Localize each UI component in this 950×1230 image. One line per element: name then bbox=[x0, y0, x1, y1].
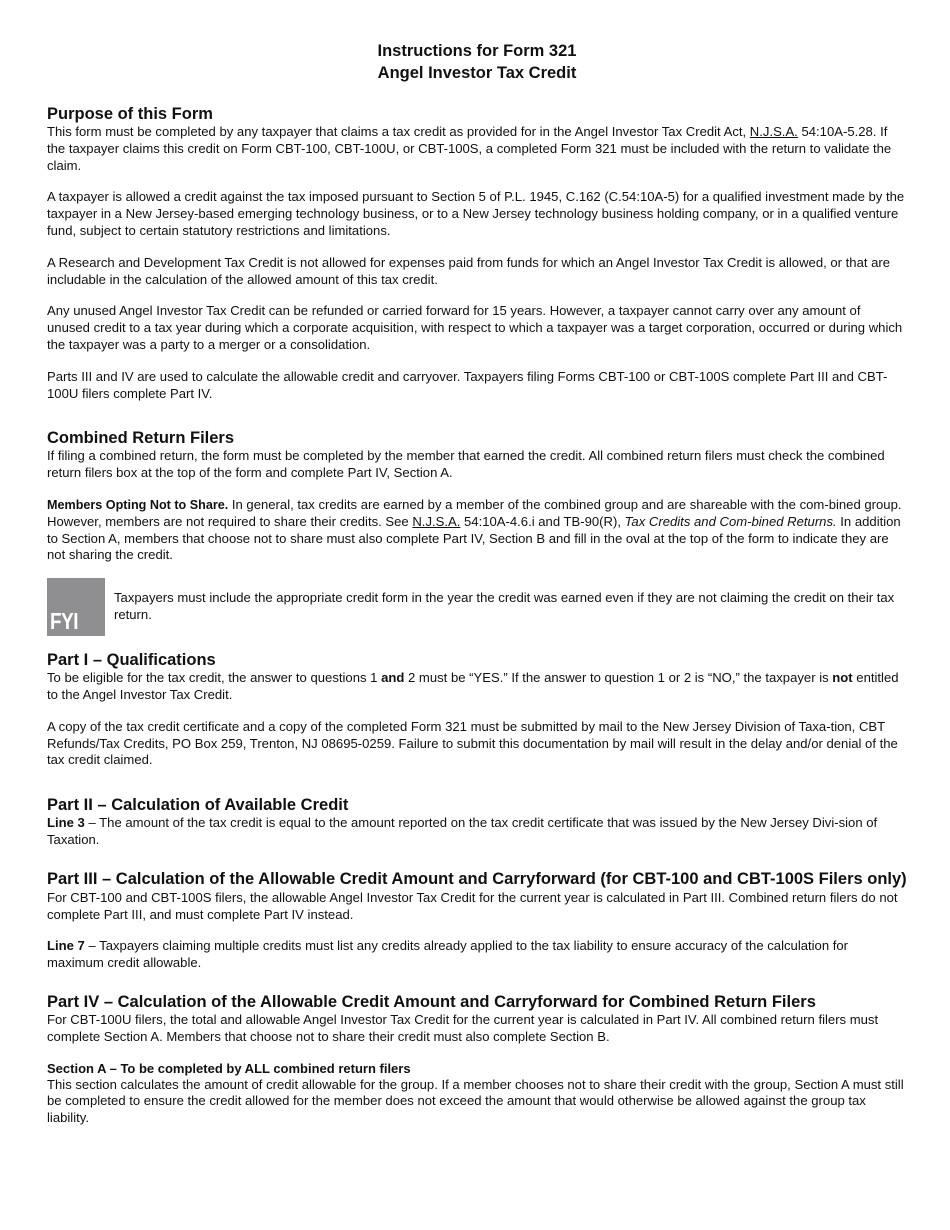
part4-paragraph-1: For CBT-100U filers, the total and allowable Angel Investor Tax Credit for the current year is calculated in Part IV. All combined return filers must complete Section A. Members that choose not to share their credit must also complete Section B. bbox=[47, 1011, 879, 1044]
part1-paragraph-1: To be eligible for the tax credit, the answer to questions 1 and 2 must be “YES.” If the answer to question 1 or 2 is “NO,” the taxpayer is not entitled to the Angel Investor Tax Credit. bbox=[47, 670, 899, 702]
purpose-heading: Purpose of this Form bbox=[47, 105, 213, 123]
fyi-note bbox=[47, 578, 907, 636]
purpose-paragraph-4: Any unused Angel Investor Tax Credit can be refunded or carried forward for 15 years. However, a taxpayer cannot carry over any amount of unused credit to a tax year during which a corporate acquisition, with respect to which a taxpayer was a target corporation, occurred or during which the taxpayer was a party to a merger or a consolidation. bbox=[47, 303, 903, 352]
section-a-heading: Section A – To be completed by ALL combined return filers bbox=[47, 1060, 411, 1076]
purpose-paragraph-2: A taxpayer is allowed a credit against the tax imposed pursuant to Section 5 of P.L. 1945, C.162 (C.54:10A-5) for a qualified investment made by the taxpayer in a New Jersey-based emerging technology business, or to a New Jersey technology business holding company, or in a qualified venture fund, subject to certain statutory restrictions and limitations. bbox=[47, 189, 905, 238]
part2-line3: Line 3 – The amount of the tax credit is equal to the amount reported on the tax credit certificate that was issued by the New Jersey Divi-sion of Taxation. bbox=[47, 815, 878, 847]
members-opting-label: Members Opting Not to Share. bbox=[47, 497, 229, 512]
fyi-icon: FYI bbox=[47, 578, 105, 636]
part2-heading: Part II – Calculation of Available Credit bbox=[47, 796, 349, 815]
purpose-paragraph-5: Parts III and IV are used to calculate the allowable credit and carryover. Taxpayers filing Forms CBT-100 or CBT-100S complete Part III and CBT-100U filers complete Part IV. bbox=[47, 368, 888, 401]
part3-heading: Part III – Calculation of the Allowable Credit Amount and Carryforward (for CBT-100 and CBT-100S Filers only) bbox=[47, 869, 907, 888]
fyi-text: Taxpayers must include the appropriate credit form in the year the credit was earned even if they are not claiming the credit on their tax return. bbox=[114, 590, 895, 622]
section-a-text: This section calculates the amount of credit allowable for the group. If a member chooses not to share their credit with the group, Section A must still be completed to ensure the credit allowed for the member does not exceed the amount that would otherwise be allowed against the group tax liability. bbox=[47, 1076, 904, 1126]
part3-line7: Line 7 – Taxpayers claiming multiple credits must list any credits already applied to the tax liability to ensure accuracy of the calculation for maximum credit allowable. bbox=[47, 938, 849, 971]
njsa-citation: N.J.S.A. bbox=[749, 124, 798, 139]
part1-heading: Part I – Qualifications bbox=[47, 651, 216, 670]
part3-paragraph-1: For CBT-100 and CBT-100S filers, the allowable Angel Investor Tax Credit for the current year is calculated in Part III. Combined return filers do not complete Part III, and must complete Part IV instead. bbox=[47, 889, 898, 922]
combined-paragraph-1: If filing a combined return, the form must be completed by the member that earned the credit. All combined return filers must check the combined return filers box at the top of the form and complete Part IV, Section A. bbox=[47, 448, 885, 481]
combined-paragraph-2: Members Opting Not to Share. In general, tax credits are earned by a member of the combined group and are shareable with the com-bined group. However, members are not required to share their credits. See N.J.S.A. 54:10A-4.6.i and TB-90(R), Tax Credits and Com-bined Returns. In addition to Section A, members that choose not to share must also complete Part IV, Section B and fill in the oval at the top of the form to indicate they are not sharing the credit. bbox=[47, 496, 902, 563]
document-body bbox=[47, 40, 907, 1127]
purpose-paragraph-1: This form must be completed by any taxpayer that claims a tax credit as provided for in the Angel Investor Tax Credit Act, N.J.S.A. 54:10A-5.28. If the taxpayer claims this credit on Form CBT-100, CBT-100U, or CBT-100S, a completed Form 321 must be included with the return to validate the claim. bbox=[47, 124, 892, 173]
part1-paragraph-2: A copy of the tax credit certificate and a copy of the completed Form 321 must be submitted by mail to the New Jersey Division of Taxa-tion, CBT Refunds/Tax Credits, PO Box 259, Trenton, NJ 08695-0259. Failure to submit this documentation by mail will result in the delay and/or denial of the tax credit claimed. bbox=[47, 718, 898, 768]
njsa-citation: N.J.S.A. bbox=[412, 513, 461, 529]
title-line-1: Instructions for Form 321 bbox=[377, 42, 577, 60]
title-line-2: Angel Investor Tax Credit bbox=[377, 64, 577, 82]
document-title bbox=[47, 40, 907, 84]
part4-heading: Part IV – Calculation of the Allowable Credit Amount and Carryforward for Combined Return Filers bbox=[47, 992, 816, 1011]
purpose-paragraph-3: A Research and Development Tax Credit is not allowed for expenses paid from funds for which an Angel Investor Tax Credit is allowed, or that are includable in the calculation of the allowed amount of this tax credit. bbox=[47, 254, 891, 287]
combined-heading: Combined Return Filers bbox=[47, 429, 235, 448]
